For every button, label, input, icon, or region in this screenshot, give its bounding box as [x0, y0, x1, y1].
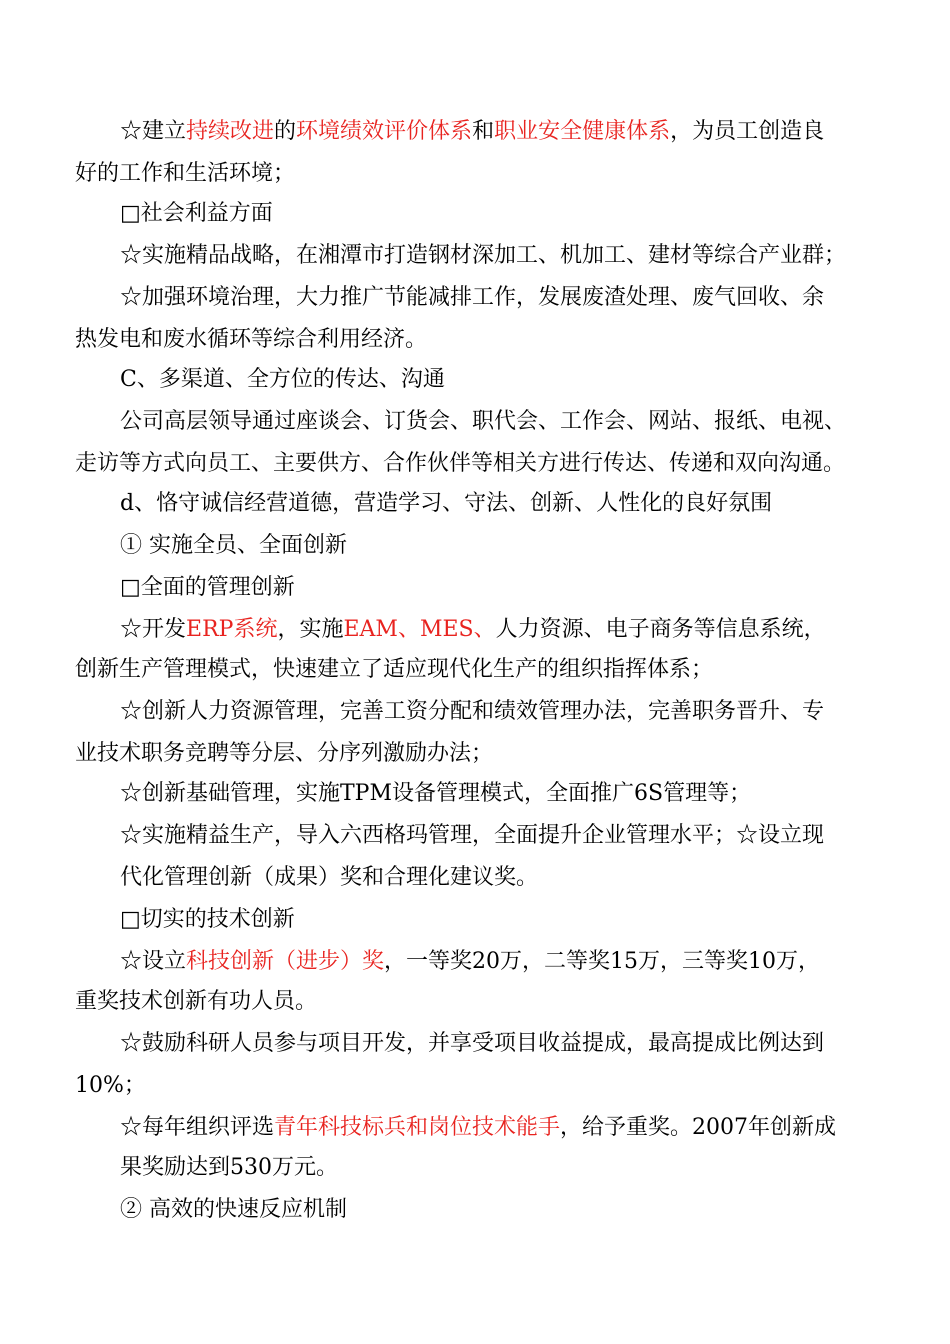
paragraph-line [120, 698, 824, 726]
text-run: 创新生产管理模式，快速建立了适应现代化生产的组织指挥体系； [75, 657, 714, 682]
section-heading: ① 实施全员、全面创新 [120, 533, 347, 558]
paragraph-line [120, 1196, 347, 1224]
paragraph-line [75, 326, 427, 354]
highlight-text: EAM、MES、 [343, 617, 496, 642]
highlight-text: 职业安全健康体系 [494, 119, 671, 144]
text-run: 重奖技术创新有功人员。 [75, 989, 318, 1014]
text-run: 10%； [75, 1073, 146, 1098]
highlight-text: 青年科技标兵和岗位技术能手 [274, 1115, 561, 1140]
text-run: ☆设立 [120, 949, 187, 974]
text-run: ☆每年组织评选 [120, 1115, 275, 1140]
text-run: 公司高层领导通过座谈会、订货会、职代会、工作会、网站、报纸、电视、 [120, 409, 847, 434]
paragraph-line [120, 822, 824, 850]
highlight-text: 科技创新（进步）奖 [186, 949, 385, 974]
text-run: 人力资源、电子商务等信息系统， [495, 617, 826, 642]
section-heading: □社会利益方面 [120, 201, 273, 226]
section-heading: □切实的技术创新 [120, 907, 295, 932]
paragraph-line [75, 656, 713, 684]
section-heading: □全面的管理创新 [120, 575, 295, 600]
section-heading: ② 高效的快速反应机制 [120, 1197, 347, 1222]
text-run: 果奖励达到530万元。 [120, 1155, 338, 1180]
paragraph-line [120, 118, 824, 146]
text-run: ☆创新人力资源管理，完善工资分配和绩效管理办法，完善职务晋升、专 [120, 699, 825, 724]
paragraph-line [120, 532, 347, 560]
paragraph-line [120, 948, 820, 976]
paragraph-line [120, 284, 824, 312]
text-run: ☆开发 [120, 617, 187, 642]
text-run: ☆实施精品战略，在湘潭市打造钢材深加工、机加工、建材等综合产业群； [120, 243, 847, 268]
paragraph-line [120, 200, 273, 228]
text-run: 代化管理创新（成果）奖和合理化建议奖。 [120, 865, 539, 890]
text-run: ，给予重奖。2007年创新成 [560, 1115, 837, 1140]
text-run: ，实施 [277, 617, 344, 642]
paragraph-line [120, 574, 295, 602]
paragraph-line [120, 408, 846, 436]
text-run: 和 [472, 119, 495, 144]
paragraph-line [120, 242, 846, 270]
paragraph-line [75, 988, 317, 1016]
text-run: 走访等方式向员工、主要供方、合作伙伴等相关方进行传达、传递和双向沟通。 [75, 451, 846, 476]
text-run: ☆建立 [120, 119, 187, 144]
paragraph-line [120, 1154, 338, 1182]
paragraph-line [120, 906, 295, 934]
text-run: 好的工作和生活环境； [75, 161, 296, 186]
paragraph-line [75, 450, 845, 478]
text-run: 业技术职务竞聘等分层、分序列激励办法； [75, 741, 494, 766]
highlight-text: 持续改进 [186, 119, 275, 144]
highlight-text: ERP系统 [186, 617, 278, 642]
paragraph-line [75, 1072, 146, 1100]
section-heading: C、多渠道、全方位的传达、沟通 [120, 367, 445, 392]
text-run: 热发电和废水循环等综合利用经济。 [75, 327, 428, 352]
text-run: ☆加强环境治理，大力推广节能减排工作，发展废渣处理、废气回收、余 [120, 285, 825, 310]
paragraph-line [120, 366, 445, 394]
text-run: 的 [274, 119, 297, 144]
text-run: ☆实施精益生产，导入六西格玛管理，全面提升企业管理水平；☆设立现 [120, 823, 825, 848]
highlight-text: 环境绩效评价体系 [296, 119, 473, 144]
text-run: ☆鼓励科研人员参与项目开发，并享受项目收益提成，最高提成比例达到 [120, 1031, 825, 1056]
paragraph-line [120, 780, 751, 808]
paragraph-line [75, 740, 493, 768]
paragraph-line [120, 864, 538, 892]
text-run: ☆创新基础管理，实施TPM设备管理模式，全面推广6S管理等； [120, 781, 752, 806]
paragraph-line [75, 160, 295, 188]
paragraph-line [120, 1114, 836, 1142]
paragraph-line [120, 490, 772, 518]
section-heading: d、恪守诚信经营道德，营造学习、守法、创新、人性化的良好氛围 [120, 491, 773, 516]
text-run: ，一等奖20万，二等奖15万，三等奖10万， [384, 949, 821, 974]
paragraph-line [120, 1030, 824, 1058]
paragraph-line [120, 616, 826, 644]
text-run: ，为员工创造良 [670, 119, 825, 144]
